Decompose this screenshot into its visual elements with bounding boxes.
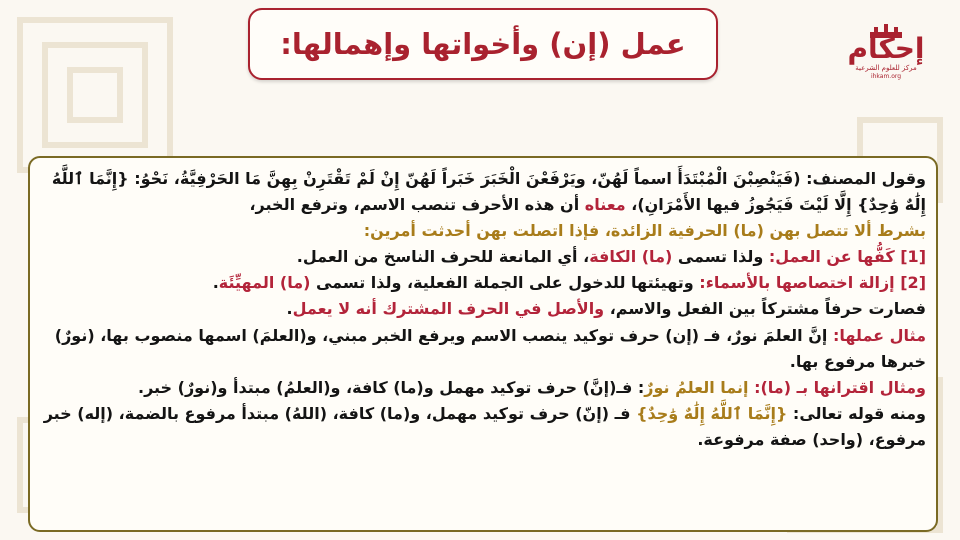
effect-1-number: [1]: [900, 247, 926, 267]
brand-logo-word: إحكام: [847, 32, 925, 65]
page-title: عمل (إن) وأخواتها وإهمالها:: [280, 27, 686, 61]
quran-verse: {إِنَّمَا ٱللَّهُ إِلَٰهٌ وَٰحِدٌ}: [636, 403, 788, 423]
example-ma-heading: ومثال اقترانها بـ (ما):: [748, 377, 926, 397]
paragraph-author-quote: [40, 166, 926, 218]
shared-particle-rule: والأصل في الحرف المشترك أنه لا يعمل: [292, 299, 605, 319]
example-ma-phrase: إنما العلمُ نورٌ: [644, 377, 749, 397]
paragraph-example-ma: [40, 375, 926, 401]
effect-1-text: ولذا تسمى: [672, 247, 769, 267]
paragraph-shared-particle: [40, 296, 926, 322]
meaning-label: معناه: [584, 195, 626, 215]
paragraph-example-working: [40, 323, 926, 375]
example-ma-text: : فـ(إنَّ) حرف توكيد مهمل و(ما) كافة، و(العلمُ) مبتدأ و(نورٌ) خبر.: [137, 377, 645, 397]
example-working-text: إنَّ العلمَ نورٌ، فـ (إن) حرف توكيد ينصب الاسم ويرفع الخبر مبني، و(العلمَ) اسمها منصوب بها، (نورٌ) خبرها مرفوع بها.: [54, 325, 926, 371]
effect-2-text-end: .: [212, 273, 219, 293]
lesson-content: [28, 156, 938, 532]
author-quote-text: وقول المصنف: (فَيَنْصِبْنَ الْمُبْتَدَأَ اسماً لَهُنّ، ويَرْفَعْنَ الْخَبَرَ خَبَراً لَهُنّ إِنْ لَمْ تَقْتَرِنْ بِهِنَّ مَا الحَرْفِيَّةُ، نَحْوُ: {إِنَّمَا ٱللَّهُ إِلَٰهٌ وَٰحِدٌ} إِلَّا لَيْتَ فَيَجُوزُ فيها الأَمْرَانِ)،: [51, 169, 926, 215]
quran-example-text: فـ (إنّ) حرف توكيد مهمل، و(ما) كافة، (اللهُ) مبتدأ مرفوع بالضمة، (إله) خبر مرفوع، (واحد) صفة مرفوعة.: [43, 403, 926, 449]
quran-example-intro: ومنه قوله تعالى:: [787, 403, 926, 423]
effect-1-term: (ما) الكافة: [589, 247, 673, 267]
shared-particle-text: فصارت حرفاً مشتركاً بين الفعل والاسم،: [604, 299, 926, 319]
paragraph-quran-example: [40, 401, 926, 453]
paragraph-condition: بشرط ألا تتصل بهن (ما) الحرفية الزائدة، فإذا اتصلت بهن أحدثت أمرين:: [363, 221, 926, 241]
brand-logo-url: ihkam.org: [870, 73, 902, 80]
meaning-text: أن هذه الأحرف تنصب الاسم، وترفع الخبر،: [249, 195, 585, 215]
brand-logo: [836, 22, 936, 94]
effect-1-text-end: ، أي المانعة للحرف الناسخ من العمل.: [296, 247, 590, 267]
effect-2-number: [2]: [900, 273, 926, 293]
paragraph-effect-2: [40, 270, 926, 296]
paragraph-effect-1: [40, 244, 926, 270]
shared-particle-end: .: [286, 299, 293, 319]
effect-2-heading: إزالة اختصاصها بالأسماء:: [699, 273, 901, 293]
effect-2-term: (ما) المهيِّئَة: [218, 273, 311, 293]
title-box: [248, 8, 718, 80]
brand-logo-subtitle: مركز للعلوم الشرعية: [855, 64, 917, 72]
effect-1-heading: كَفُّها عن العمل:: [768, 247, 901, 267]
example-working-heading: مثال عملها:: [832, 325, 926, 345]
effect-2-text: وتهيئتها للدخول على الجملة الفعلية، ولذا تسمى: [310, 273, 700, 293]
